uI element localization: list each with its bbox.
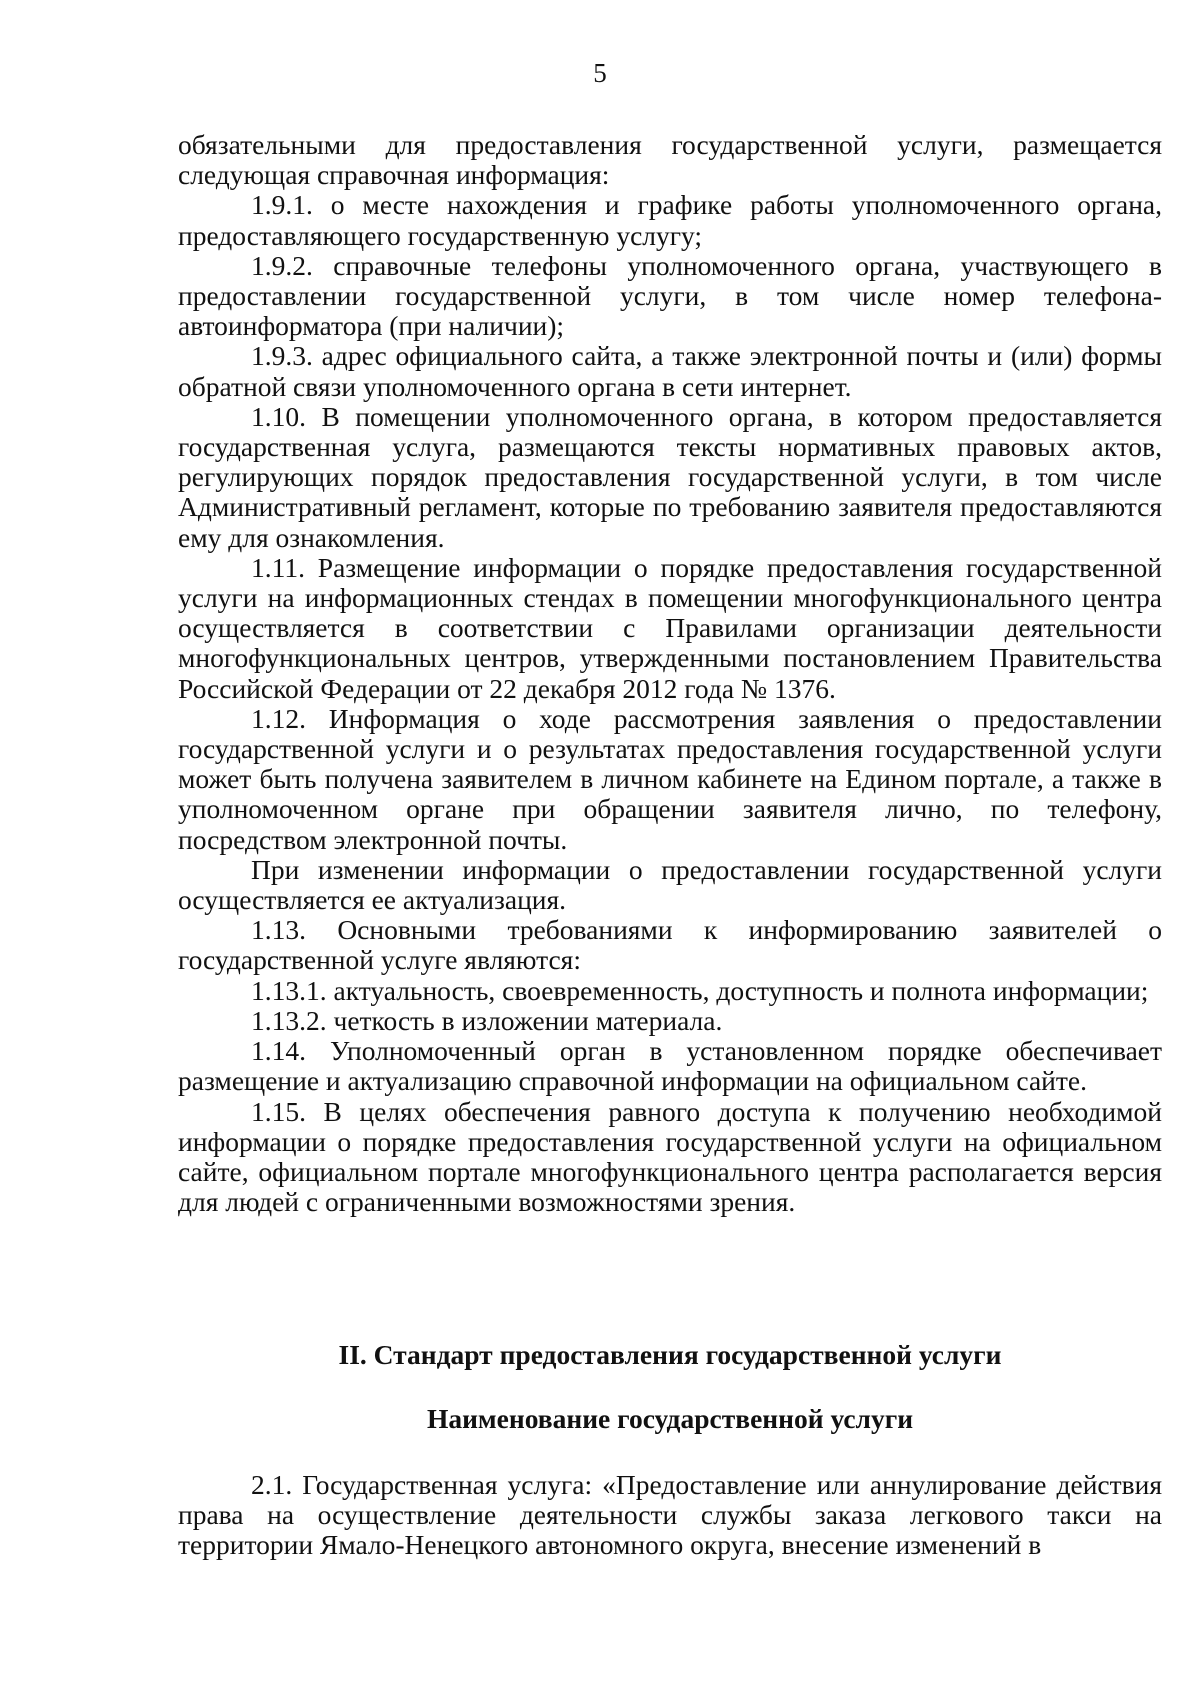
- body-text: [178, 130, 1162, 1217]
- paragraph-1-13-1: 1.13.1. актуальность, своевременность, доступность и полнота информации;: [251, 974, 1149, 1006]
- section-body-text: [178, 1470, 1162, 1561]
- paragraph-1-12-update: При изменении информации о предоставлении государственной услуги осуществляется ее актуализация.: [178, 853, 1162, 916]
- paragraph-1-9-1: 1.9.1. о месте нахождения и графике работы уполномоченного органа, предоставляющего государственную услугу;: [178, 189, 1162, 251]
- subsection-heading: Наименование государственной услуги: [426, 1403, 914, 1434]
- paragraph-1-12: 1.12. Информация о ходе рассмотрения заявления о предоставлении государственной услуги и о результатах предоставления государственной услуги может быть получена заявителем в личном кабинете на Едином портале, а также в уполномоченном органе при обращении заявителя лично, по телефону, посредством электронной почты.: [178, 702, 1162, 855]
- paragraph-1-15: 1.15. В целях обеспечения равного доступа к получению необходимой информации о порядке предоставления государственной услуги на официальном сайте, официальном портале многофункционального центра располагается версия для людей с ограниченными возможностями зрения.: [178, 1095, 1162, 1218]
- paragraph-2-1: 2.1. Государственная услуга: «Предоставление или аннулирование действия права на осуществление деятельности службы заказа легкового такси на территории Ямало-Ненецкого автономного округа, внесение изменений в: [178, 1469, 1162, 1561]
- paragraph-1-14: 1.14. Уполномоченный орган в установленном порядке обеспечивает размещение и актуализацию справочной информации на официальном сайте.: [178, 1035, 1162, 1097]
- paragraph-1-10: 1.10. В помещении уполномоченного органа, в котором предоставляется государственная услуга, размещаются тексты нормативных правовых актов, регулирующих порядок предоставления государственной услуги, в том числе Административный регламент, которые по требованию заявителя предоставляются ему для ознакомления.: [178, 400, 1162, 553]
- paragraph-1-13-2: 1.13.2. четкость в изложении материала.: [251, 1004, 723, 1036]
- paragraph-1-9-3: 1.9.3. адрес официального сайта, а также электронной почты и (или) формы обратной связи уполномоченного органа в сети интернет.: [178, 340, 1162, 402]
- paragraph-1-13: 1.13. Основными требованиями к информированию заявителей о государственной услуге являются:: [178, 914, 1162, 976]
- page-number: 5: [593, 58, 607, 88]
- paragraph-1-11: 1.11. Размещение информации о порядке предоставления государственной услуги на информационных стендах в помещении многофункционального центра осуществляется в соответствии с Правилами организации деятельности многофункциональных центров, утвержденными постановлением Правительства Российской Федерации от 22 декабря 2012 года № 1376.: [178, 551, 1162, 704]
- paragraph-1-9-2: 1.9.2. справочные телефоны уполномоченного органа, участвующего в предоставлении государственной услуги, в том числе номер телефона-автоинформатора (при наличии);: [178, 249, 1162, 342]
- section-heading: II. Стандарт предоставления государственной услуги: [338, 1339, 1002, 1370]
- paragraph-continuation: обязательными для предоставления государственной услуги, размещается следующая справочная информация:: [178, 129, 1162, 191]
